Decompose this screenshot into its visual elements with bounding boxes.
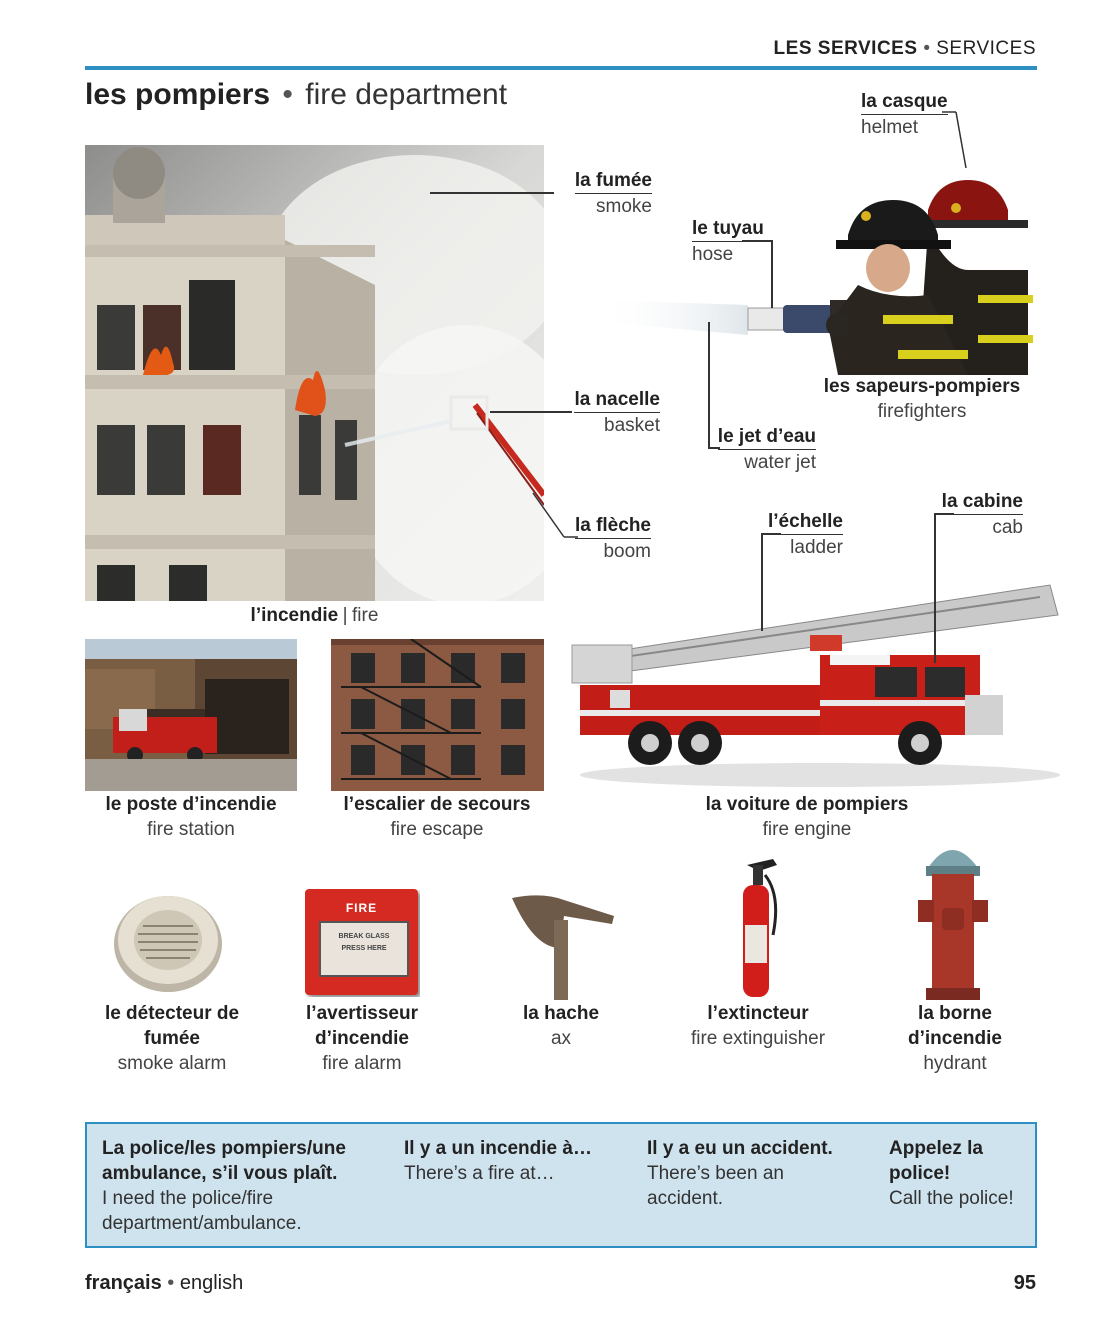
extinguisher-en: fire extinguisher: [690, 1028, 826, 1049]
label-smoke-en: smoke: [596, 196, 652, 217]
label-ladder-en: ladder: [790, 537, 843, 558]
fire-engine-fr: la voiture de pompiers: [705, 794, 909, 815]
label-cab: [942, 489, 1023, 540]
phrase-2: [404, 1136, 629, 1186]
section-name-fr: LES SERVICES: [773, 38, 918, 59]
label-ladder-fr: l’échelle: [768, 509, 843, 535]
fire-caption: [85, 603, 544, 628]
phrase-1-en1: I need the police/fire: [102, 1188, 274, 1209]
fire-escape-caption: [317, 792, 557, 842]
fire-alarm-fr2: d’incendie: [315, 1028, 409, 1049]
hydrant-caption: [865, 1001, 1045, 1076]
label-basket-fr: la nacelle: [574, 387, 660, 413]
footer-languages: [85, 1272, 243, 1295]
firefighters-caption: [796, 374, 1048, 424]
label-water-jet-en: water jet: [744, 452, 816, 473]
fire-caption-en: fire: [352, 605, 379, 626]
label-hose-en: hose: [692, 244, 734, 265]
fire-station-photo: [85, 639, 297, 791]
water-jet-leader-v: [708, 322, 710, 448]
fire-escape-en: fire escape: [390, 819, 484, 840]
helmet-leader: [940, 110, 970, 170]
firefighters-photo: [598, 150, 1038, 375]
label-hose: [692, 216, 764, 267]
phrase-4-fr2: police!: [889, 1163, 951, 1184]
fire-alarm-image: [305, 889, 420, 997]
label-helmet-en: helmet: [861, 117, 919, 138]
fire-caption-fr: l’incendie: [250, 605, 339, 626]
label-helmet-fr: la casque: [861, 89, 948, 115]
phrase-4-en1: Call the police!: [889, 1188, 1014, 1209]
label-basket: [574, 387, 660, 438]
smoke-leader: [430, 192, 554, 194]
hydrant-image: [916, 838, 991, 1000]
phrase-2-fr1: Il y a un incendie à…: [404, 1138, 592, 1159]
section-header: [774, 38, 1036, 60]
fire-escape-photo: [331, 639, 544, 791]
footer-lang-fr: français: [85, 1272, 162, 1294]
fire-alarm-fr1: l’avertisseur: [306, 1003, 418, 1024]
label-cab-en: cab: [992, 517, 1023, 538]
smoke-alarm-fr1: le détecteur de: [104, 1003, 240, 1024]
fire-station-en: fire station: [147, 819, 235, 840]
label-hose-fr: le tuyau: [692, 216, 764, 242]
fire-alarm-caption: [272, 1001, 452, 1076]
phrases-panel: [85, 1122, 1037, 1248]
boom-leader: [530, 490, 580, 540]
fire-alarm-sign-line1: BREAK GLASS: [338, 933, 390, 940]
phrase-1-fr1: La police/les pompiers/une: [102, 1138, 346, 1159]
ax-en: ax: [550, 1028, 572, 1049]
page-title-en: fire department: [305, 78, 508, 111]
title-bullet: •: [282, 78, 293, 111]
fire-station-fr: le poste d’incendie: [105, 794, 277, 815]
extinguisher-caption: [668, 1001, 848, 1051]
phrase-1-fr2: ambulance, s’il vous plaît.: [102, 1163, 338, 1184]
firefighters-caption-en: firefighters: [877, 401, 967, 422]
label-helmet: [861, 89, 948, 140]
page-title-fr: les pompiers: [85, 78, 271, 111]
phrase-1: [102, 1136, 392, 1236]
label-boom: [575, 513, 651, 564]
phrase-2-en1: There’s a fire at…: [404, 1163, 555, 1184]
cab-leader-h: [934, 513, 954, 515]
label-water-jet-fr: le jet d’eau: [718, 424, 816, 450]
label-cab-fr: la cabine: [942, 489, 1023, 515]
water-jet-leader-h: [708, 447, 720, 449]
fire-station-caption: [71, 792, 311, 842]
hose-leader-v: [771, 240, 773, 308]
phrase-3-en1: There’s been an: [647, 1163, 784, 1184]
extinguisher-fr: l’extincteur: [707, 1003, 809, 1024]
phrase-3-fr1: Il y a eu un accident.: [647, 1138, 833, 1159]
smoke-alarm-caption: [82, 1001, 262, 1076]
hydrant-en: hydrant: [923, 1053, 987, 1074]
footer-lang-en: english: [179, 1272, 244, 1294]
phrase-1-en2: department/ambulance.: [102, 1213, 302, 1234]
section-bullet: •: [923, 38, 931, 59]
page-number: 95: [1013, 1272, 1036, 1294]
extinguisher-image: [735, 855, 785, 1000]
label-boom-fr: la flèche: [575, 513, 651, 539]
section-name-en: SERVICES: [936, 38, 1036, 59]
phrase-3-en2: accident.: [647, 1188, 724, 1209]
ax-fr: la hache: [522, 1003, 600, 1024]
ladder-leader-h: [761, 533, 781, 535]
phrase-4-fr1: Appelez la: [889, 1138, 983, 1159]
smoke-alarm-fr2: fumée: [144, 1028, 200, 1049]
page-title: [85, 78, 507, 112]
firefighters-caption-fr: les sapeurs-pompiers: [823, 376, 1021, 397]
cab-leader-v: [934, 513, 936, 663]
footer-bullet: •: [167, 1272, 175, 1294]
hydrant-fr2: d’incendie: [908, 1028, 1002, 1049]
smoke-alarm-en: smoke alarm: [117, 1053, 227, 1074]
fire-alarm-sign-line2: PRESS HERE: [341, 945, 387, 952]
label-ladder: [768, 509, 843, 560]
phrase-3: [647, 1136, 872, 1211]
fire-escape-fr: l’escalier de secours: [343, 794, 531, 815]
ax-image: [508, 890, 618, 1000]
ladder-leader-v: [761, 533, 763, 631]
fire-alarm-en: fire alarm: [322, 1053, 402, 1074]
fire-caption-sep: |: [342, 605, 348, 626]
smoke-alarm-image: [108, 890, 228, 995]
label-basket-en: basket: [604, 415, 660, 436]
ax-caption: [471, 1001, 651, 1051]
fire-engine-photo: [570, 575, 1062, 790]
label-smoke-fr: la fumée: [575, 168, 652, 194]
fire-engine-en: fire engine: [762, 819, 852, 840]
fire-engine-caption: [667, 792, 947, 842]
hydrant-fr1: la borne: [918, 1003, 992, 1024]
label-boom-en: boom: [603, 541, 651, 562]
label-water-jet: [718, 424, 816, 475]
fire-scene-photo: [85, 145, 544, 601]
hose-leader-h: [742, 240, 772, 242]
header-rule: [85, 66, 1037, 70]
fire-alarm-sign-title: FIRE: [345, 901, 378, 915]
phrase-4: [889, 1136, 1034, 1211]
basket-leader: [490, 411, 572, 413]
